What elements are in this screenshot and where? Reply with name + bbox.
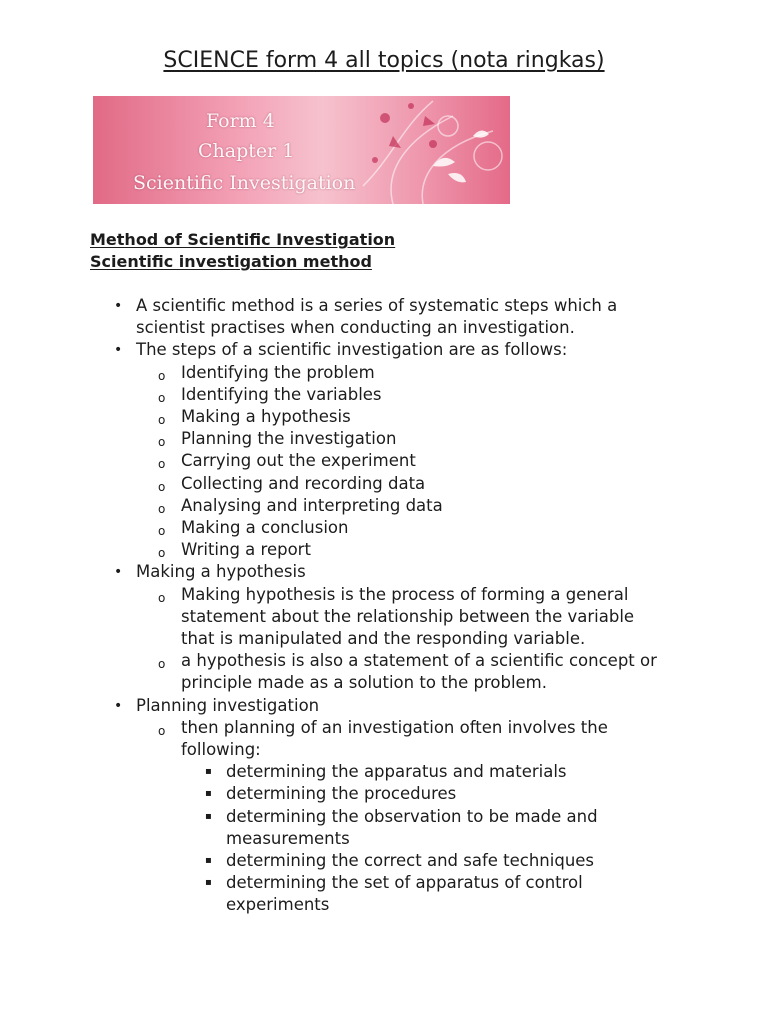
list-item-text: determining the apparatus and materials xyxy=(226,762,567,781)
list-item-text: following: xyxy=(181,740,261,759)
circle-bullet-icon: o xyxy=(158,369,166,383)
circle-bullet-icon: o xyxy=(158,546,166,560)
chapter-banner xyxy=(93,96,510,204)
document-title: SCIENCE form 4 all topics (nota ringkas) xyxy=(163,48,605,73)
subsection-heading: Scientific investigation method xyxy=(90,252,372,271)
circle-bullet-icon: o xyxy=(158,391,166,405)
list-item-text: then planning of an investigation often involves the xyxy=(181,718,608,737)
circle-bullet-icon: o xyxy=(158,724,166,738)
list-item-text: Making a hypothesis xyxy=(181,407,351,426)
list-item-text: Planning investigation xyxy=(136,696,320,715)
list-item-text: principle made as a solution to the problem. xyxy=(181,673,548,692)
list-item-text: measurements xyxy=(226,829,350,848)
list-item-text: determining the set of apparatus of control xyxy=(226,873,583,892)
list-item-text: a hypothesis is also a statement of a scientific concept or xyxy=(181,651,657,670)
list-item-text: Writing a report xyxy=(181,540,311,559)
list-item-text: Making a hypothesis xyxy=(136,562,306,581)
list-item-text: Making hypothesis is the process of forming a general xyxy=(181,585,629,604)
banner-topic: Scientific Investigation xyxy=(133,172,356,194)
list-item-text: Carrying out the experiment xyxy=(181,451,416,470)
circle-bullet-icon: o xyxy=(158,413,166,427)
bullet-icon: • xyxy=(114,342,123,358)
square-bullet-icon: ▪ xyxy=(205,788,212,799)
list-item-text: determining the observation to be made and xyxy=(226,807,598,826)
circle-bullet-icon: o xyxy=(158,480,166,494)
square-bullet-icon: ▪ xyxy=(205,855,212,866)
section-heading: Method of Scientific Investigation xyxy=(90,230,396,249)
circle-bullet-icon: o xyxy=(158,457,166,471)
list-item-text: determining the procedures xyxy=(226,784,457,803)
list-item-text: experiments xyxy=(226,895,330,914)
circle-bullet-icon: o xyxy=(158,591,166,605)
list-item-text: statement about the relationship between the variable xyxy=(181,607,635,626)
list-item-text: A scientific method is a series of systematic steps which a xyxy=(136,296,618,315)
square-bullet-icon: ▪ xyxy=(205,877,212,888)
circle-bullet-icon: o xyxy=(158,502,166,516)
list-item-text: The steps of a scientific investigation are as follows: xyxy=(136,340,568,359)
banner-chapter: Chapter 1 xyxy=(198,140,295,162)
list-item-text: Identifying the variables xyxy=(181,385,382,404)
list-item-text: that is manipulated and the responding variable. xyxy=(181,629,586,648)
bullet-icon: • xyxy=(114,564,123,580)
list-item-text: Identifying the problem xyxy=(181,363,375,382)
bullet-icon: • xyxy=(114,698,123,714)
circle-bullet-icon: o xyxy=(158,657,166,671)
circle-bullet-icon: o xyxy=(158,435,166,449)
square-bullet-icon: ▪ xyxy=(205,766,212,777)
circle-bullet-icon: o xyxy=(158,524,166,538)
list-item-text: Collecting and recording data xyxy=(181,474,426,493)
list-item-text: determining the correct and safe techniques xyxy=(226,851,595,870)
banner-form: Form 4 xyxy=(206,110,275,132)
list-item-text: Making a conclusion xyxy=(181,518,349,537)
list-item-text: Planning the investigation xyxy=(181,429,397,448)
bullet-icon: • xyxy=(114,298,123,314)
square-bullet-icon: ▪ xyxy=(205,811,212,822)
list-item-text: Analysing and interpreting data xyxy=(181,496,443,515)
list-item-text: scientist practises when conducting an investigation. xyxy=(136,318,575,337)
